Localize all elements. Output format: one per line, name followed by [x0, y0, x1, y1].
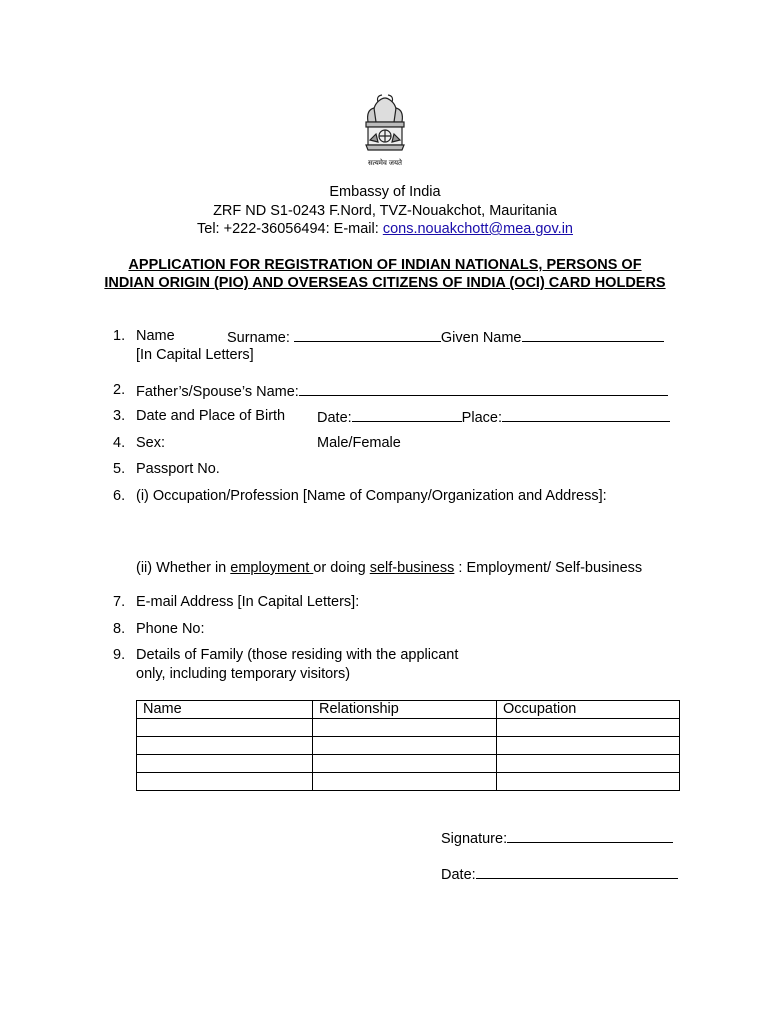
sex-options[interactable]: Male/Female	[317, 435, 401, 451]
employment-question	[136, 560, 642, 576]
table-cell[interactable]	[137, 737, 313, 755]
surname-field[interactable]	[227, 328, 664, 346]
table-row[interactable]	[137, 755, 680, 773]
item-number: 7.	[113, 594, 126, 610]
item-number: 8.	[113, 621, 126, 637]
employment-option[interactable]: employment	[230, 560, 314, 576]
email-address-label: E-mail Address [In Capital Letters]:	[136, 594, 360, 610]
email-link[interactable]: cons.nouakchott@mea.gov.in	[382, 221, 573, 237]
phone-label: Phone No:	[136, 621, 205, 637]
contact-line	[0, 221, 770, 237]
emblem-motto: सत्यमेव जयते	[367, 160, 403, 167]
passport-label: Passport No.	[136, 461, 220, 477]
national-emblem	[356, 92, 414, 170]
item-number: 4.	[113, 435, 126, 451]
place-label: Place:	[461, 410, 502, 426]
telephone-text: Tel: +222-36056494: E-mail:	[197, 221, 383, 237]
signature-label: Signature:	[441, 831, 508, 847]
table-row[interactable]	[137, 737, 680, 755]
self-business-option[interactable]: self-business	[369, 560, 455, 576]
birth-date-place-field[interactable]	[317, 408, 670, 426]
date-label: Date:	[317, 410, 352, 426]
table-cell[interactable]	[137, 773, 313, 791]
form-title-line2: INDIAN ORIGIN (PIO) AND OVERSEAS CITIZENS OF INDIA (OCI) CARD HOLDERS	[104, 275, 666, 291]
table-row[interactable]	[137, 719, 680, 737]
family-details-label-cont: only, including temporary visitors)	[136, 666, 351, 682]
table-cell[interactable]	[497, 755, 680, 773]
column-header-occupation: Occupation	[497, 701, 680, 719]
table-cell[interactable]	[497, 719, 680, 737]
employment-text: or doing	[313, 560, 370, 576]
table-row[interactable]	[137, 773, 680, 791]
item-number: 9.	[113, 647, 126, 663]
given-name-label: Given Name	[440, 330, 522, 346]
embassy-address: ZRF ND S1-0243 F.Nord, TVZ-Nouakchot, Mauritania	[213, 203, 557, 219]
family-table	[136, 700, 680, 791]
table-cell[interactable]	[497, 737, 680, 755]
item-number: 5.	[113, 461, 126, 477]
table-cell[interactable]	[313, 719, 497, 737]
family-details-label: Details of Family (those residing with the applicant	[136, 647, 459, 663]
signature-field[interactable]	[441, 829, 673, 847]
footer-date-label: Date:	[441, 867, 476, 883]
occupation-label: (i) Occupation/Profession [Name of Company/Organization and Address]:	[136, 488, 607, 504]
birth-label: Date and Place of Birth	[136, 408, 286, 424]
employment-choices: : Employment/ Self-business	[454, 560, 643, 576]
table-cell[interactable]	[313, 737, 497, 755]
table-cell[interactable]	[313, 773, 497, 791]
form-title-line1: APPLICATION FOR REGISTRATION OF INDIAN NATIONALS, PERSONS OF	[128, 257, 642, 273]
father-spouse-label: Father’s/Spouse’s Name:	[136, 384, 299, 400]
item-number: 1.	[113, 328, 126, 344]
table-cell[interactable]	[137, 719, 313, 737]
footer-date-field[interactable]	[441, 865, 678, 883]
table-cell[interactable]	[137, 755, 313, 773]
employment-text: (ii) Whether in	[136, 560, 231, 576]
item-number: 2.	[113, 382, 126, 398]
item-number: 6.	[113, 488, 126, 504]
father-spouse-field[interactable]	[136, 382, 668, 400]
capital-letters-note: [In Capital Letters]	[136, 347, 254, 363]
table-cell[interactable]	[313, 755, 497, 773]
sex-label: Sex:	[136, 435, 166, 451]
table-header-row	[137, 701, 680, 719]
column-header-name: Name	[137, 701, 313, 719]
embassy-name: Embassy of India	[329, 184, 441, 200]
column-header-relationship: Relationship	[313, 701, 497, 719]
item-number: 3.	[113, 408, 126, 424]
name-label: Name	[136, 328, 175, 344]
surname-label: Surname:	[227, 330, 290, 346]
table-cell[interactable]	[497, 773, 680, 791]
